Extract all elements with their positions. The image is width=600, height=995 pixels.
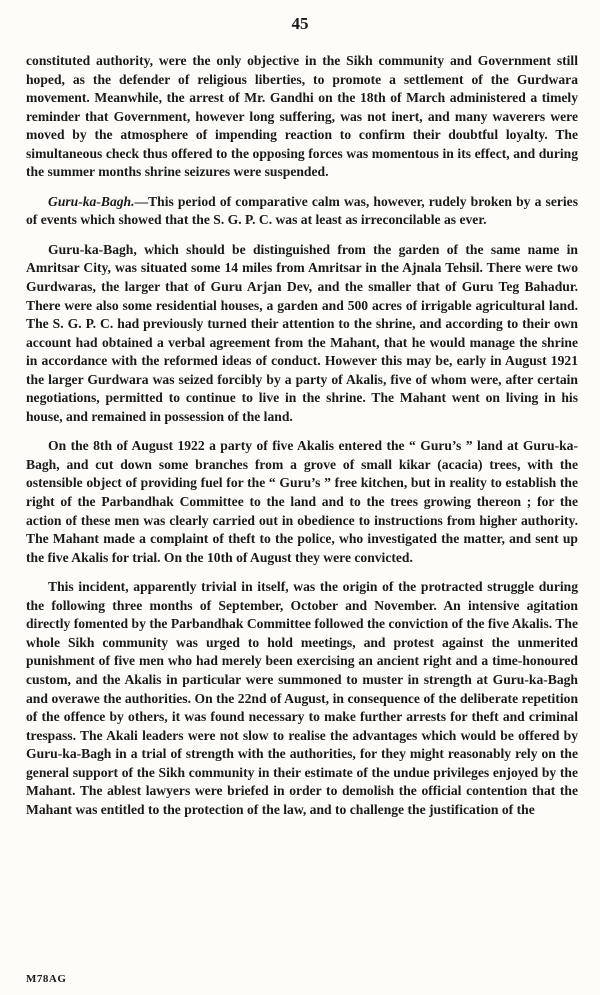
section-heading: Guru-ka-Bagh. <box>48 193 135 209</box>
printer-code: M78AG <box>26 973 67 985</box>
paragraph-august-1922: On the 8th of August 1922 a party of five Akalis entered the “ Guru’s ” land at Guru-ka-Bagh, and cut down some branches from a grove of small kikar (acacia) trees, with the ostensible object of providing fuel for the “ Guru’s ” free kitchen, but in reality to establish the right of the Parbandhak Committee to the land and to the trees growing thereon ; for the action of these men was clearly carried out in obedience to instructions from higher authority. The Mahant made a complaint of theft to the police, who investigated the matter, and sent up the five Akalis for trial. On the 10th of August they were convicted. <box>26 438 578 565</box>
page-number: 45 <box>291 14 309 33</box>
paragraph-continuation: constituted authority, were the only objective in the Sikh community and Government still hoped, as the defender of religious liberties, to promote a settlement of the Gurdwara movement. Meanwhile, the arrest of Mr. Gandhi on the 18th of March administered a timely reminder that Government, however long suffering, was not inert, and many waverers were moved by the atmosphere of impending reaction to confirm their doubtful loyalty. The simultaneous check thus offered to the opposing forces was momentous in its effect, and during the summer months shrine seizures were suspended. <box>26 53 578 180</box>
paragraph-guru-ka-bagh-description: Guru-ka-Bagh, which should be distinguished from the garden of the same name in Amritsar City, was situated some 14 miles from Amritsar in the Ajnala Tehsil. There were two Gurdwaras, the larger that of Guru Arjan Dev, and the smaller that of Guru Teg Bahadur. There were also some residential houses, a garden and 500 acres of irrigable agricultural land. The S. G. P. C. had previously turned their attention to the shrine, and according to their own account had obtained a verbal agreement from the Mahant, that he would manage the shrine in accordance with the reformed ideas of conduct. However this may be, early in August 1921 the larger Gurdwara was seized forcibly by a party of Akalis, five of whom were, after certain negotiations, permitted to continue to live in the shrine. The Mahant went on living in his house, and remained in possession of the land. <box>26 241 578 424</box>
body-text <box>26 52 578 830</box>
paragraph-text: —This period of comparative calm was, however, rudely broken by a series of events which showed that the S. G. P. C. was at least as irreconcilable as ever. <box>26 193 578 228</box>
paragraph-guru-ka-bagh-intro <box>26 193 578 230</box>
paragraph-incident-origin: This incident, apparently trivial in itself, was the origin of the protracted struggle during the following three months of September, October and November. An intensive agitation directly fomented by the Parbandhak Committee followed the conviction of the five Akalis. The whole Sikh community was urged to hold meetings, and protest against the unmerited punishment of five men who had merely been exercising an ancient right and a time-honoured custom, and the Akalis in particular were summoned to muster in strength at Guru-ka-Bagh and overawe the authorities. On the 22nd of August, in consequence of the deliberate repetition of the offence by others, it was found necessary to make further arrests for theft and criminal trespass. The Akali leaders were not slow to realise the advantages which would be offered by Guru-ka-Bagh in a trial of strength with the authorities, for they might reasonably rely on the general support of the Sikh community in their estimate of the undue privileges enjoyed by the Mahant. The ablest lawyers were briefed in order to demolish the official contention that the Mahant was entitled to the protection of the law, and to challenge the justification of the <box>26 579 578 817</box>
